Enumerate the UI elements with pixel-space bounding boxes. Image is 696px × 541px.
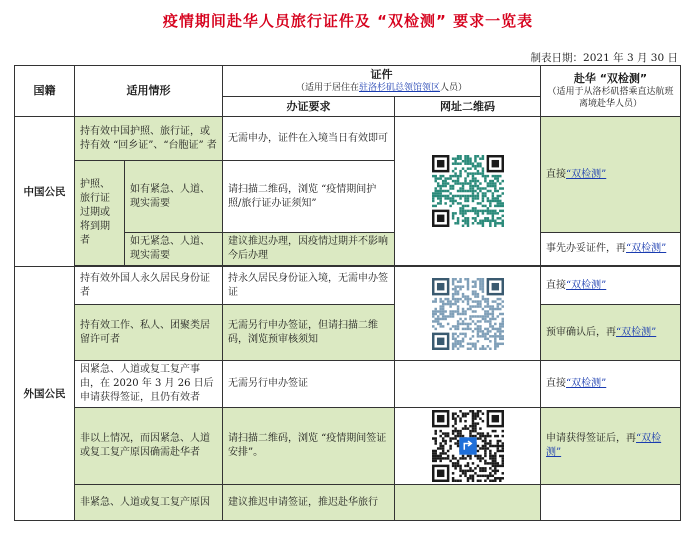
fr-r5-situation: 非紧急、人道或复工复产原因 xyxy=(75,485,223,521)
double-test-link[interactable]: “双检测” xyxy=(566,378,607,389)
consulate-district-link[interactable]: 驻洛杉矶总领馆领区 xyxy=(359,83,441,93)
fr-r4-req: 请扫描二维码，浏览 “疫情期间签证安排”。 xyxy=(223,408,395,485)
cn-r3-req: 建议推迟办理，因疫情过期并不影响今后办理 xyxy=(223,233,395,266)
header-situation: 适用情形 xyxy=(75,66,223,117)
fr-qr-cell-2 xyxy=(395,408,541,485)
fr-r3-situation: 因紧急、人道或复工复产事由，在 2020 年 3 月 26 日后申请获得签证，且仍有效者 xyxy=(75,361,223,408)
cn-r3-sub: 如无紧急、人道、现实需要 xyxy=(125,233,223,266)
header-test-title: 赴华 “双检测” xyxy=(573,72,648,85)
fr-r2-req: 无需另行申办签证，但请扫描二维码，浏览预审核须知 xyxy=(223,305,395,361)
cn-qr-cell xyxy=(395,117,541,266)
visa-qr-code[interactable] xyxy=(432,410,504,482)
fr-r3-test: 直接“双检测” xyxy=(541,361,681,408)
fr-r3-empty xyxy=(395,361,541,408)
double-test-link[interactable]: “双检测” xyxy=(626,243,667,254)
fr-qr-cell-1 xyxy=(395,267,541,361)
cn-r2-req: 请扫描二维码，浏览 “疫情期间护照/旅行证办证须知” xyxy=(223,161,395,233)
cn-r1-situation: 持有效中国护照、旅行证，或持有效 “回乡证”、“台胞证” 者 xyxy=(75,117,223,161)
header-site-qr: 网址二维码 xyxy=(395,97,541,117)
fr-r5-empty xyxy=(395,485,541,521)
double-test-link[interactable]: “双检测” xyxy=(546,433,662,458)
double-test-link[interactable]: “双检测” xyxy=(566,279,607,291)
header-nationality: 国籍 xyxy=(15,66,75,117)
fr-r3-req: 无需另行申办签证 xyxy=(223,361,395,408)
fr-r5-test xyxy=(541,485,681,521)
residence-qr-code[interactable] xyxy=(432,278,504,350)
cn-test-2: 事先办妥证件，再“双检测” xyxy=(541,233,681,266)
cn-expired-label: 护照、旅行证过期或将到期者 xyxy=(75,161,125,266)
fr-r1-situation: 持有效外国人永久居民身份证者 xyxy=(75,267,223,305)
fr-r4-situation: 非以上情况，而因紧急、人道或复工复产原因确需赴华者 xyxy=(75,408,223,485)
requirements-table xyxy=(14,65,681,521)
header-test xyxy=(541,66,681,117)
cn-r1-req: 无需申办，证件在入境当日有效即可 xyxy=(223,117,395,161)
table-date: 制表日期：2021 年 3 月 30 日 xyxy=(530,52,678,64)
header-test-note: （适用于从洛杉矶搭乘直达航班离境赴华人员） xyxy=(547,87,674,109)
fr-r2-test: 预审确认后，再“双检测” xyxy=(541,305,681,361)
cn-test-1: 直接“双检测” xyxy=(541,117,681,233)
cn-r2-sub: 如有紧急、人道、现实需要 xyxy=(125,161,223,233)
passport-qr-code[interactable] xyxy=(432,155,504,227)
header-docs xyxy=(223,66,541,97)
double-test-link[interactable]: “双检测” xyxy=(566,168,607,180)
cn-label: 中国公民 xyxy=(15,117,75,267)
header-requirement: 办证要求 xyxy=(223,97,395,117)
fr-r2-situation: 持有效工作、私人、团聚类居留许可者 xyxy=(75,305,223,361)
fr-r5-req: 建议推迟申请签证，推迟赴华旅行 xyxy=(223,485,395,521)
page-title: 疫情期间赴华人员旅行证件及 “双检测” 要求一览表 xyxy=(162,12,534,30)
header-docs-note: （适用于居住在驻洛杉矶总领馆领区人员） xyxy=(295,83,468,93)
fr-r1-req: 持永久居民身份证入境，无需申办签证 xyxy=(223,267,395,305)
fr-r4-test: 申请获得签证后，再“双检测” xyxy=(541,408,681,485)
fr-r1-test: 直接“双检测” xyxy=(541,267,681,305)
double-test-link[interactable]: “双检测” xyxy=(616,326,657,338)
header-docs-title: 证件 xyxy=(370,68,393,81)
fr-label: 外国公民 xyxy=(15,267,75,521)
